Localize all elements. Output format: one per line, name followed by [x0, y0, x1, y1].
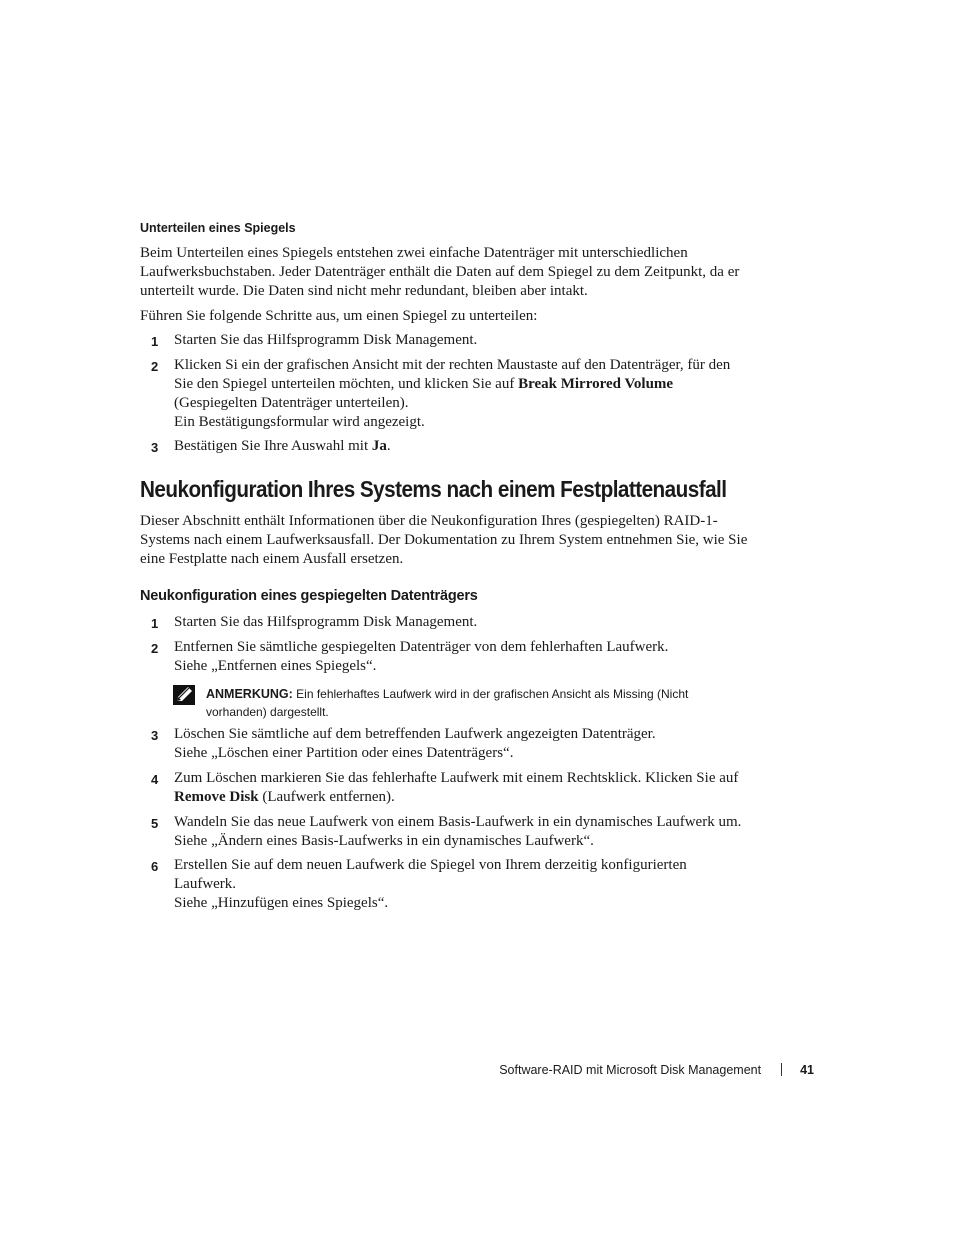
step-text	[174, 638, 750, 676]
list-item	[140, 331, 750, 350]
step-text-part: Zum Löschen markieren Sie das fehlerhafte Laufwerk mit einem Rechtsklick. Klicken Sie auf	[174, 770, 739, 786]
list-item	[140, 638, 750, 676]
step-text	[174, 813, 750, 851]
list-item	[140, 613, 750, 632]
step-result: Ein Bestätigungsformular wird angezeigt.	[174, 414, 425, 430]
note-pencil-icon	[173, 685, 195, 705]
cross-reference: Siehe „Ändern eines Basis-Laufwerks in ein dynamisches Laufwerk“.	[174, 833, 594, 849]
footer-title: Software-RAID mit Microsoft Disk Management	[499, 1063, 762, 1077]
note-label: ANMERKUNG:	[206, 687, 293, 701]
step-number: 3	[151, 728, 159, 743]
step-text-part: Entfernen Sie sämtliche gespiegelten Datenträger von dem fehlerhaften Laufwerk.	[174, 639, 669, 655]
step-text	[174, 437, 750, 456]
list-item	[140, 437, 750, 456]
ui-term: Break Mirrored Volume	[518, 376, 674, 392]
paragraph-split-lead: Führen Sie folgende Schritte aus, um einen Spiegel zu unterteilen:	[140, 308, 538, 324]
page-footer	[499, 1063, 814, 1077]
list-item	[140, 769, 750, 807]
step-text-part: Löschen Sie sämtliche auf dem betreffenden Laufwerk angezeigten Datenträger.	[174, 726, 656, 742]
step-number: 5	[151, 816, 159, 831]
step-number: 2	[151, 641, 159, 656]
step-text: Starten Sie das Hilfsprogramm Disk Management.	[174, 614, 478, 630]
step-number: 6	[151, 859, 159, 874]
step-text	[174, 769, 744, 807]
step-text	[174, 356, 750, 432]
step-number: 3	[151, 440, 159, 455]
step-text: Starten Sie das Hilfsprogramm Disk Management.	[174, 332, 478, 348]
step-number: 4	[151, 772, 159, 787]
step-text-part: (Gespiegelten Datenträger unterteilen).	[174, 395, 409, 411]
list-item	[140, 813, 750, 851]
ui-term: Ja	[371, 438, 387, 454]
list-item	[140, 356, 750, 432]
list-item	[140, 856, 750, 913]
step-text-part: Bestätigen Sie Ihre Auswahl mit	[174, 438, 372, 454]
step-number: 1	[151, 616, 159, 631]
paragraph-split-intro: Beim Unterteilen eines Spiegels entstehen zwei einfache Datenträger mit unterschiedlichen Laufwerksbuchstaben. Jeder Datenträger enthält die Daten auf dem Spiegel zu dem Zeitpunkt, da er unterteilt wurde. Die Daten sind nicht mehr redundant, bleiben aber intakt.	[140, 245, 740, 299]
step-text-part: (Laufwerk entfernen).	[258, 789, 395, 805]
step-number: 2	[151, 359, 159, 374]
paragraph-reconfig-intro: Dieser Abschnitt enthält Informationen über die Neukonfiguration Ihres (gespiegelten) RAID-1-Systems nach einem Laufwerksausfall. Der Dokumentation zu Ihrem System entnehmen Sie, wie Sie eine Festplatte nach einem Ausfall ersetzen.	[140, 513, 748, 567]
step-text-part: Erstellen Sie auf dem neuen Laufwerk die Spiegel von Ihrem derzeitig konfigurierten Laufwerk.	[174, 857, 687, 892]
step-text-part: Klicken Si ein der grafischen Ansicht mit der rechten Maustaste auf den Datenträger, für den Sie den Spiegel unterteilen möchten, und klicken Sie auf	[174, 357, 731, 392]
note-box	[173, 685, 733, 721]
chapter-heading: Neukonfiguration Ihres Systems nach einem Festplattenausfall	[140, 476, 727, 502]
step-number: 1	[151, 334, 159, 349]
note-text: Ein fehlerhaftes Laufwerk wird in der grafischen Ansicht als Missing (Nicht vorhanden) dargestellt.	[206, 687, 689, 719]
cross-reference: Siehe „Hinzufügen eines Spiegels“.	[174, 895, 389, 911]
step-text-part: Wandeln Sie das neue Laufwerk von einem Basis-Laufwerk in ein dynamisches Laufwerk um.	[174, 814, 742, 830]
step-text	[174, 725, 750, 763]
step-text	[174, 856, 750, 913]
section-heading-mirror-reconfig: Neukonfiguration eines gespiegelten Datenträgers	[140, 588, 478, 604]
step-text-part: .	[386, 438, 391, 454]
ui-term: Remove Disk	[174, 789, 259, 805]
cross-reference: Siehe „Entfernen eines Spiegels“.	[174, 658, 377, 674]
footer-separator	[781, 1063, 782, 1076]
cross-reference: Siehe „Löschen einer Partition oder eines Datenträgers“.	[174, 745, 514, 761]
page-number: 41	[800, 1063, 814, 1077]
section-heading-split-mirror: Unterteilen eines Spiegels	[140, 221, 296, 235]
list-item	[140, 725, 750, 763]
